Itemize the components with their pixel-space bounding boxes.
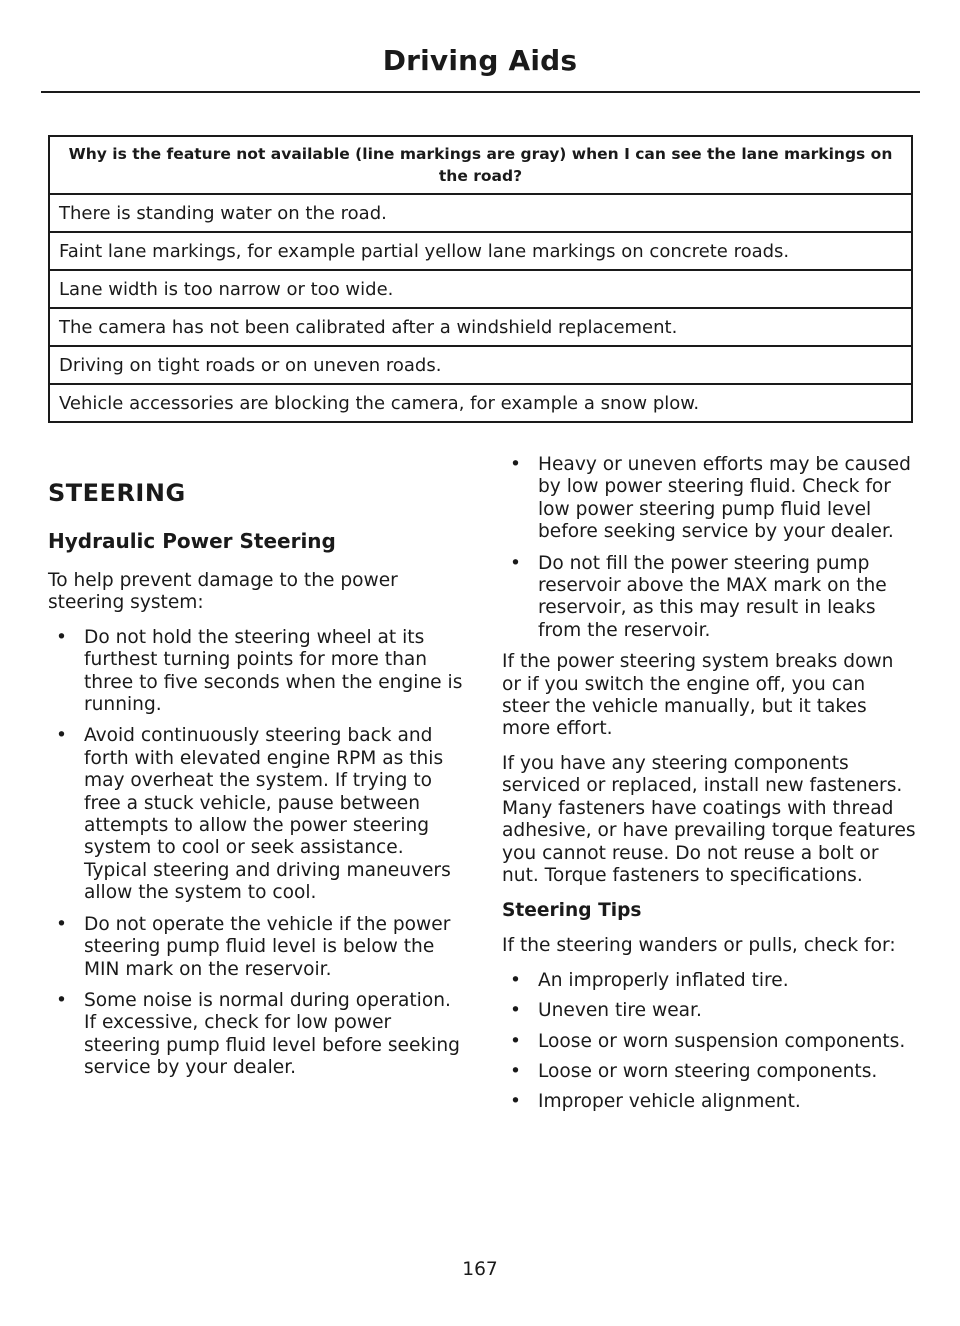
table-row: [49, 232, 912, 270]
left-column: [48, 478, 466, 1089]
table-header-cell: Why is the feature not available (line markings are gray) when I can see the lane markings on the road?: [49, 136, 912, 194]
header-divider: [41, 91, 920, 93]
table-row: [49, 308, 912, 346]
list-item: • Do not hold the steering wheel at its furthest turning points for more than three to five seconds when the engine is running.: [48, 627, 466, 717]
table-row: [49, 346, 912, 384]
table-cell: Driving on tight roads or on uneven roads.: [49, 346, 912, 384]
table-row: [49, 384, 912, 422]
list-item: • Uneven tire wear.: [502, 1000, 918, 1022]
list-item: • Avoid continuously steering back and forth with elevated engine RPM as this may overheat the system. If trying to free a stuck vehicle, pause between attempts to allow the power steering system to cool or seek assistance. Typical steering and driving maneuvers allow the system to cool.: [48, 725, 466, 904]
lane-markings-faq-table: [48, 135, 913, 423]
right-column: [502, 454, 918, 1122]
table-cell: Lane width is too narrow or too wide.: [49, 270, 912, 308]
section-heading: STEERING: [48, 479, 186, 507]
table-cell: Faint lane markings, for example partial yellow lane markings on concrete roads.: [49, 232, 912, 270]
list-item: • Loose or worn steering components.: [502, 1061, 918, 1083]
table-cell: The camera has not been calibrated after a windshield replacement.: [49, 308, 912, 346]
precautions-list: [48, 627, 466, 1080]
list-item: • Do not operate the vehicle if the power steering pump fluid level is below the MIN mark on the reservoir.: [48, 914, 466, 981]
intro-paragraph: To help prevent damage to the power steering system:: [48, 570, 398, 614]
precautions-list-continued: [502, 454, 918, 642]
tips-list: [502, 970, 918, 1114]
components-paragraph: If you have any steering components serviced or replaced, install new fasteners. Many fasteners have coatings with thread adhesive, or have prevailing torque features you cannot reuse. Do not reuse a bolt or nut. Torque fasteners to specifications.: [502, 752, 916, 886]
table-row: [49, 270, 912, 308]
list-item: • Do not fill the power steering pump reservoir above the MAX mark on the reservoir, as this may result in leaks from the reservoir.: [502, 553, 918, 643]
list-item: • Loose or worn suspension components.: [502, 1031, 918, 1053]
page-number: 167: [462, 1259, 498, 1280]
list-item: • Improper vehicle alignment.: [502, 1091, 918, 1113]
table-cell: There is standing water on the road.: [49, 194, 912, 232]
list-item: • An improperly inflated tire.: [502, 970, 918, 992]
table-cell: Vehicle accessories are blocking the camera, for example a snow plow.: [49, 384, 912, 422]
subsection-heading: Hydraulic Power Steering: [48, 529, 336, 553]
list-item: • Some noise is normal during operation. If excessive, check for low power steering pump fluid level before seeking service by your dealer.: [48, 990, 466, 1080]
table-header-row: [49, 136, 912, 194]
tips-heading: Steering Tips: [502, 900, 642, 922]
table-row: [49, 194, 912, 232]
list-item: • Heavy or uneven efforts may be caused by low power steering fluid. Check for low power steering pump fluid level before seeking service by your dealer.: [502, 454, 918, 544]
page-title: Driving Aids: [382, 44, 578, 77]
tips-intro: If the steering wanders or pulls, check for:: [502, 935, 896, 957]
breakdown-paragraph: If the power steering system breaks down or if you switch the engine off, you can steer the vehicle manually, but it takes more effort.: [502, 651, 894, 740]
